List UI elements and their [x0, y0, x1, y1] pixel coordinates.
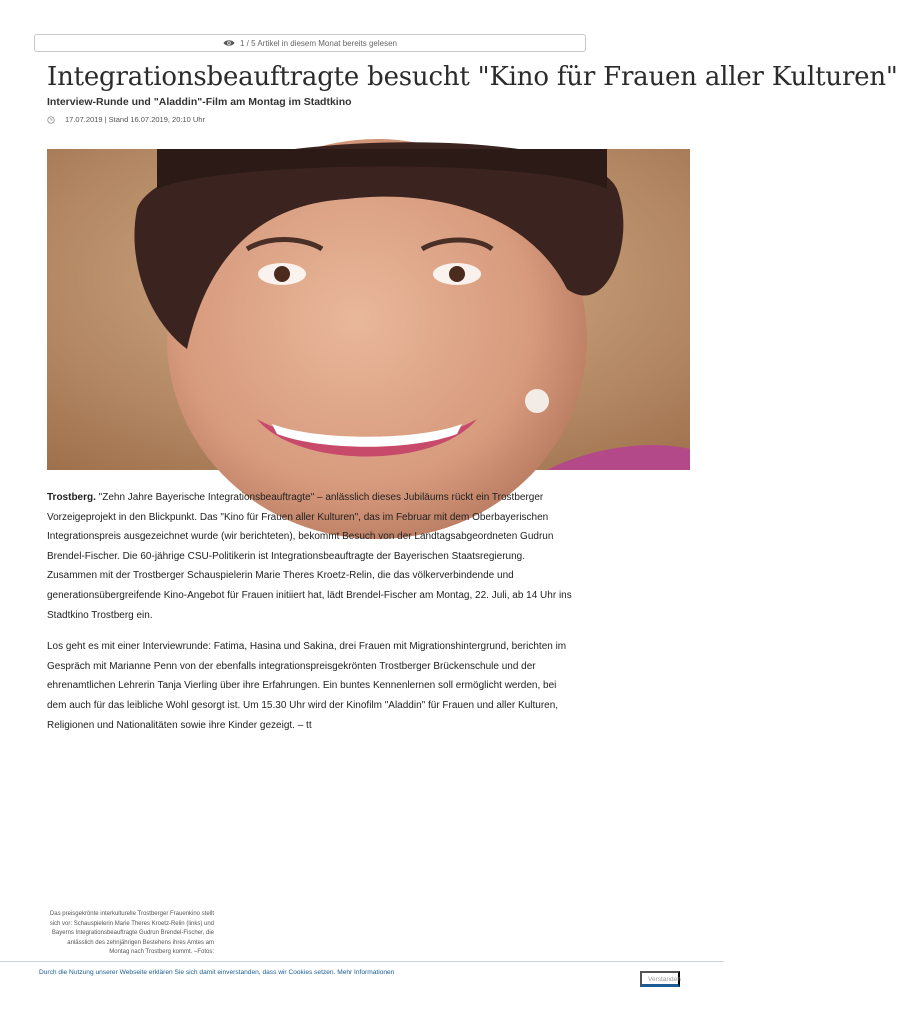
photo-caption: Das preisgekrönte interkulturelle Trostberger Frauenkino stellt sich vor: Schauspielerin Marie Theres Kroetz-Relin (links) und Bayerns Integrationsbeauftragte Gudrun Brendel-Fischer, die anlässlich des zehnjährigen Bestehens ihres Amtes am Montag nach Trostberg kommt. –Fotos: [49, 911, 214, 955]
article-date: 17.07.2019 | Stand 16.07.2019, 20:10 Uhr [65, 115, 205, 124]
article-subhead: Interview-Runde und "Aladdin"-Film am Montag im Stadtkino [47, 96, 352, 108]
article-headline: Integrationsbeauftragte besucht "Kino für Frauen aller Kulturen" [47, 62, 898, 92]
portrait-image [47, 149, 690, 470]
clock-icon [47, 116, 55, 124]
article-paragraph-2: Los geht es mit einer Interviewrunde: Fatima, Hasina und Sakina, drei Frauen mit Migrationshintergrund, berichten im Gespräch mit Marianne Penn von der ebenfalls integrationspreisgekrönten Trostberger Brückenschule und der ehrenamtlichen Lehrerin Tanja Vierling über ihre Erfahrungen. Ein buntes Kennenlernen soll ermöglicht werden, bei dem auch für das leibliche Wohl gesorgt ist. Um 15.30 Uhr wird der Kinofilm "Aladdin" für Frauen und aller Kulturen, Religionen und Nationalitäten sowie ihre Kinder gezeigt. – tt [47, 641, 567, 731]
article-paragraph-1 [47, 488, 572, 625]
article-location: Trostberg. [47, 492, 96, 503]
article-meter [34, 34, 586, 52]
article-body [47, 488, 572, 747]
eye-icon [223, 39, 235, 47]
article-dateline [47, 115, 205, 124]
cookie-banner [0, 961, 724, 1025]
cookie-notice-text[interactable]: Durch die Nutzung unserer Webseite erklären Sie sich damit einverstanden, dass wir Cookies setzen. Mehr Informationen [39, 969, 395, 976]
paragraph-1-text: "Zehn Jahre Bayerische Integrationsbeauftragte" – anlässlich dieses Jubiläums rückt ein Trostberger Vorzeigeprojekt in den Blickpunkt. Das "Kino für Frauen aller Kulturen", das im Februar mit dem Oberbayerischen Integrationspreis ausgezeichnet wurde (wir berichteten), bekommt Besuch von der Landtagsabgeordneten Gudrun Brendel-Fischer. Die 60-jährige CSU-Politikerin ist Integrationsbeauftragte der Bayerischen Staatsregierung. Zusammen mit der Trostberger Schauspielerin Marie Theres Kroetz-Relin, die das völkerverbindende und generationsübergreifende Kino-Angebot für Frauen initiiert hat, lädt Brendel-Fischer am Montag, 22. Juli, ab 14 Uhr ins Stadtkino Trostberg ein. [47, 492, 572, 621]
article-meter-text: 1 / 5 Artikel in diesem Monat bereits gelesen [240, 38, 397, 48]
cookie-accept-button[interactable]: Verstanden [640, 971, 680, 987]
article-photo [47, 149, 690, 470]
